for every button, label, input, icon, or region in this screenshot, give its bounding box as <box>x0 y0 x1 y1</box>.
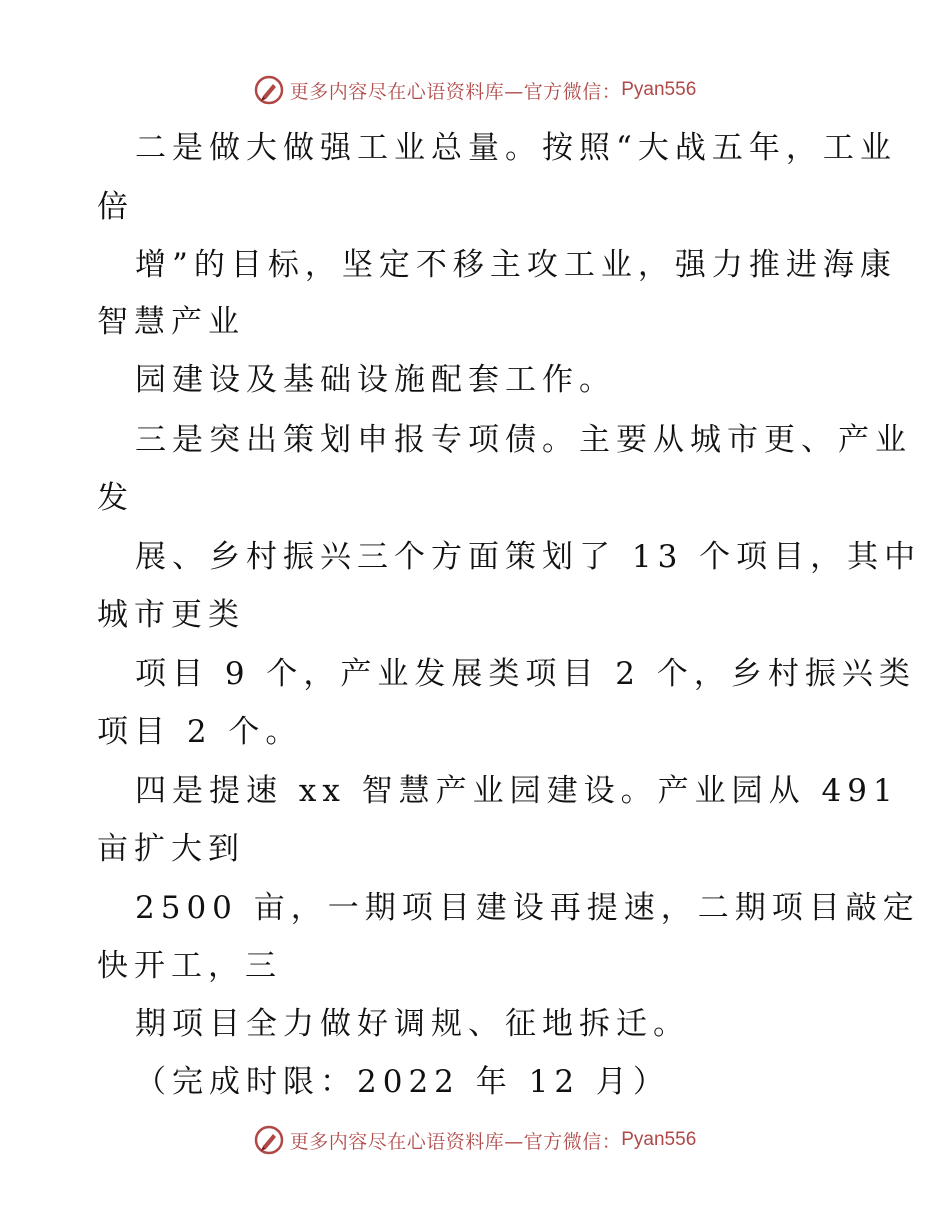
text-line: 智慧产业 <box>97 304 245 340</box>
text-line: 期项目全力做好调规、征地拆迁。 <box>135 1006 690 1042</box>
text-line: 园建设及基础设施配套工作。 <box>135 362 616 398</box>
watermark-text: 更多内容尽在心语资料库—官方微信： <box>289 1130 622 1153</box>
text-line: （完成时限：2022 年 12 月） <box>135 1064 670 1100</box>
text-line: 2500 亩，一期项目建设再提速，二期项目敲定 <box>135 890 920 926</box>
pen-logo-icon <box>254 75 284 105</box>
header-watermark <box>0 73 950 107</box>
text-line: 城市更类 <box>97 597 245 633</box>
text-line: 倍 <box>97 189 134 225</box>
text-line: 增”的目标，坚定不移主攻工业，强力推进海康 <box>135 247 897 283</box>
watermark-wechat-id: Pyan556 <box>621 1129 697 1150</box>
text-line: 亩扩大到 <box>97 831 245 867</box>
text-line: 发 <box>97 480 134 516</box>
text-line: 三是突出策划申报专项债。主要从城市更、产业 <box>135 422 912 458</box>
text-line: 项目 9 个，产业发展类项目 2 个，乡村振兴类 <box>135 656 916 692</box>
text-line: 二是做大做强工业总量。按照“大战五年，工业 <box>135 130 897 166</box>
footer-watermark <box>0 1123 950 1157</box>
text-line: 项目 2 个。 <box>97 714 303 750</box>
text-line: 快开工，三 <box>97 948 282 984</box>
watermark-text: 更多内容尽在心语资料库—官方微信： <box>289 80 622 103</box>
pen-logo-icon <box>254 1125 284 1155</box>
watermark-wechat-id: Pyan556 <box>621 79 697 100</box>
text-line: 展、乡村振兴三个方面策划了 13 个项目，其中 <box>135 539 922 575</box>
text-line: 四是提速 xx 智慧产业园建设。产业园从 491 <box>135 773 899 809</box>
